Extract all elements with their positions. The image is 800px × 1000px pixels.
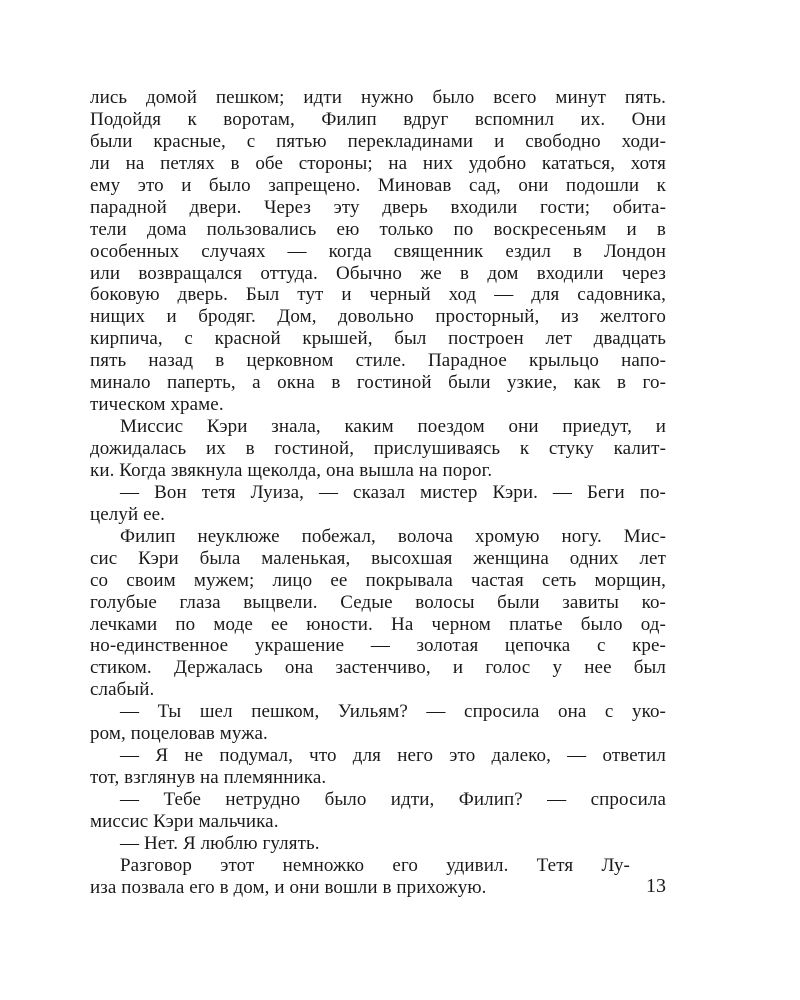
text-line: нищих и бродяг. Дом, довольно просторный, из желтого [90, 306, 666, 328]
text-line: Разговор этот немножко его удивил. Тетя Лу- [120, 854, 630, 876]
text-line: или возвращался оттуда. Обычно же в дом входили через [90, 262, 666, 284]
text-line: — Вон тетя Луиза, — сказал мистер Кэри. — Беги по- [120, 481, 666, 503]
text-line: Подойдя к воротам, Филип вдруг вспомнил их. Они [90, 108, 666, 130]
text-line: боковую дверь. Был тут и черный ход — для садовника, [90, 284, 666, 306]
text-line: миссис Кэри мальчика. [90, 810, 279, 832]
text-line: тот, взглянув на племянника. [90, 767, 327, 789]
text-line: тическом храме. [90, 394, 224, 416]
page-number: 13 [646, 875, 666, 897]
text-line: тели дома пользовались ею только по воскресеньям и в [90, 218, 666, 240]
text-line: лечками по моде ее юности. На черном платье было од- [90, 613, 666, 635]
text-line: Филип неуклюже побежал, волоча хромую ногу. Мис- [120, 525, 666, 547]
text-line: лись домой пешком; идти нужно было всего минут пять. [90, 87, 666, 108]
text-line: парадной двери. Через эту дверь входили гости; обита- [90, 196, 666, 218]
text-line: Миссис Кэри знала, каким поездом они приедут, и [120, 416, 666, 438]
text-line: минало паперть, а окна в гостиной были узкие, как в го- [90, 372, 666, 394]
text-line: стиком. Держалась она застенчиво, и голос у нее был [90, 657, 666, 679]
text-line: сис Кэри была маленькая, высохшая женщина одних лет [90, 547, 666, 569]
text-line: слабый. [90, 679, 155, 701]
text-line: голубые глаза выцвели. Седые волосы были завиты ко- [90, 591, 666, 613]
text-line: ему это и было запрещено. Миновав сад, они подошли к [90, 174, 666, 196]
text-line: ки. Когда звякнула щеколда, она вышла на порог. [90, 459, 493, 481]
text-line: дожидалась их в гостиной, прислушиваясь к стуку калит- [90, 438, 666, 459]
text-line: — Нет. Я люблю гулять. [120, 832, 320, 854]
text-line: пять назад в церковном стиле. Парадное крыльцо напо- [90, 350, 666, 372]
text-line: иза позвала его в дом, и они вошли в прихожую. [90, 876, 487, 898]
body-text [90, 87, 666, 899]
text-line: целуй ее. [90, 503, 166, 525]
text-line: кирпича, с красной крышей, был построен лет двадцать [90, 328, 666, 350]
text-line: со своим мужем; лицо ее покрывала частая сеть морщин, [90, 569, 666, 591]
text-line: — Я не подумал, что для него это далеко, — ответил [120, 745, 666, 767]
text-line: — Тебе нетрудно было идти, Филип? — спросила [120, 789, 666, 810]
text-line: особенных случаях — когда священник ездил в Лондон [90, 240, 666, 262]
text-line: были красные, с пятью перекладинами и свободно ходи- [90, 130, 666, 152]
text-line: ли на петлях в обе стороны; на них удобно кататься, хотя [90, 152, 666, 174]
text-line: но-единственное украшение — золотая цепочка с кре- [90, 635, 666, 657]
text-line: — Ты шел пешком, Уильям? — спросила она с уко- [120, 701, 666, 723]
text-line: ром, поцеловав мужа. [90, 723, 268, 745]
